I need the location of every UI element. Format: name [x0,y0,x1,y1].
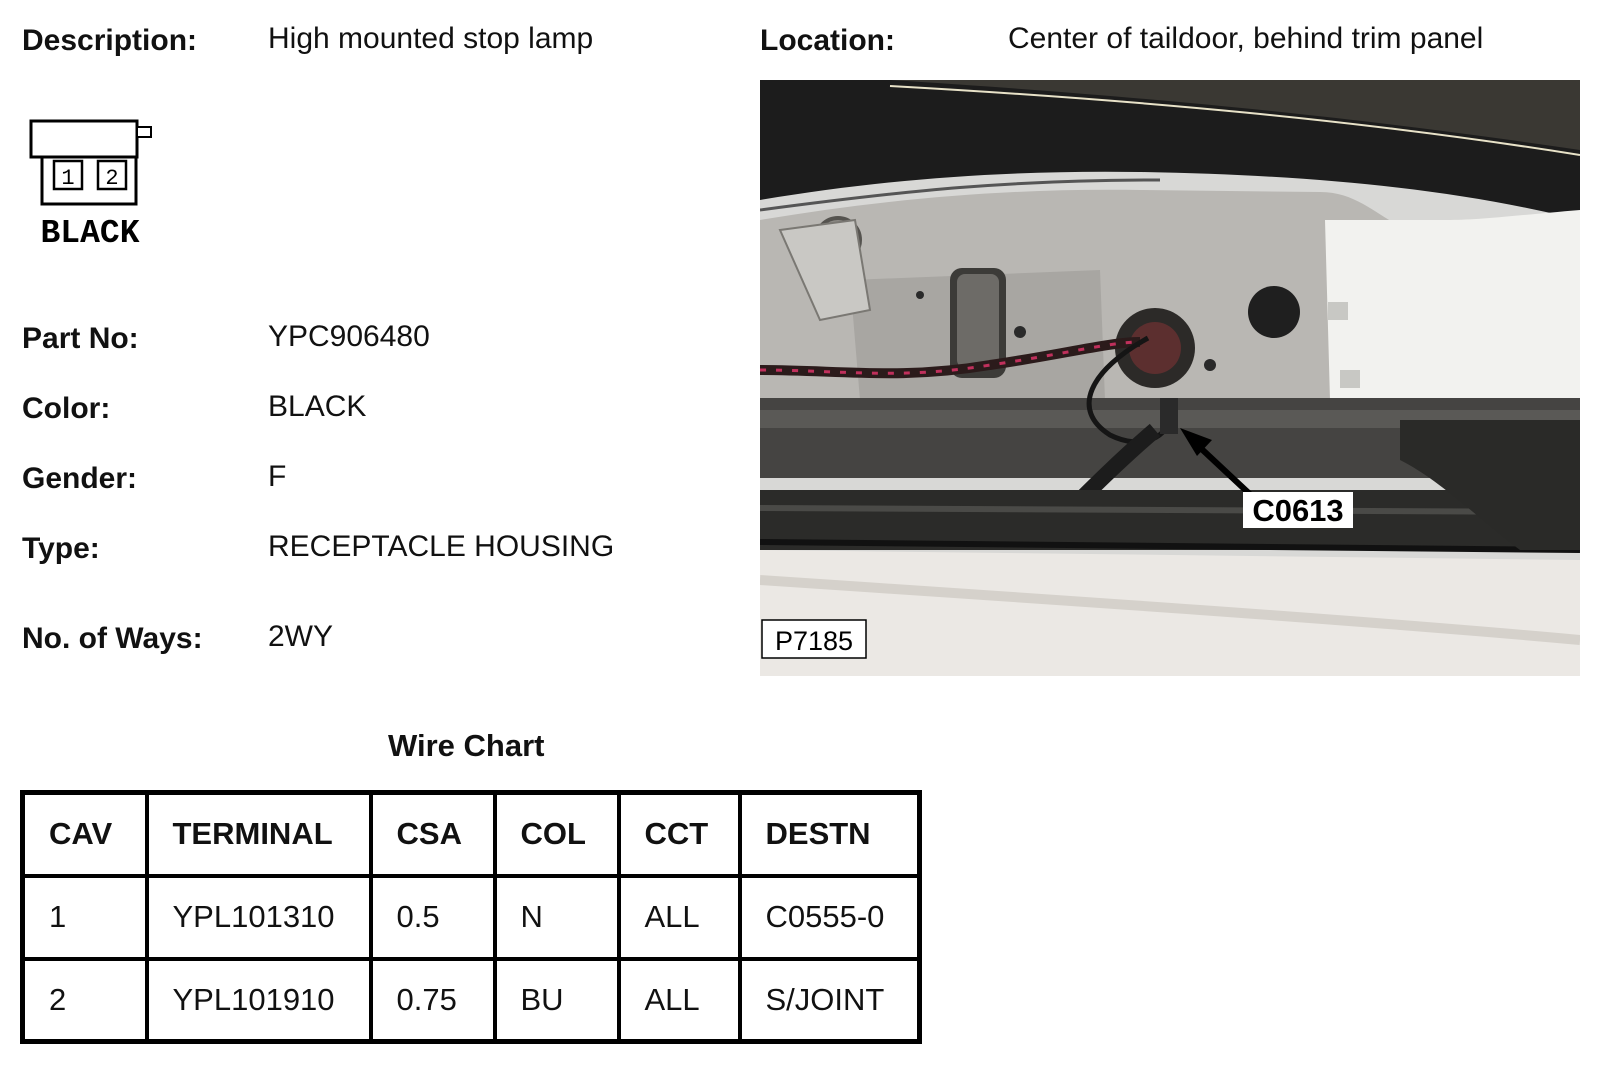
cell-col: N [495,876,619,959]
pin-1-label: 1 [61,166,75,191]
column-header-cct: CCT [619,793,740,876]
cell-terminal: YPL101310 [147,876,371,959]
type-label: Type: [22,532,100,565]
cell-terminal: YPL101910 [147,959,371,1042]
wire-chart-table [20,790,922,1044]
cell-cav: 2 [23,959,147,1042]
ways-value: 2WY [268,620,334,653]
location-photo [760,80,1580,676]
cell-destn: C0555-0 [740,876,920,959]
type-value: RECEPTACLE HOUSING [268,530,615,563]
connector-color-text: BLACK [40,215,140,252]
part-no-value: YPC906480 [268,320,430,353]
cell-destn: S/JOINT [740,959,920,1042]
table-header-row [23,793,920,876]
color-label: Color: [22,392,111,425]
location-value: Center of taildoor, behind trim panel [1008,22,1484,55]
connector-callout-label: C0613 [1252,493,1344,528]
color-value: BLACK [268,390,367,423]
ways-label: No. of Ways: [22,622,203,655]
part-no-label: Part No: [22,322,139,355]
cell-csa: 0.75 [371,959,495,1042]
connector-face-diagram [28,118,158,258]
column-header-col: COL [495,793,619,876]
table-row [23,876,920,959]
wire-chart-title: Wire Chart [388,728,545,763]
cell-csa: 0.5 [371,876,495,959]
column-header-destn: DESTN [740,793,920,876]
pin-2-label: 2 [105,166,119,191]
column-header-terminal: TERMINAL [147,793,371,876]
photo-id-label: P7185 [774,626,854,656]
column-header-cav: CAV [23,793,147,876]
table-row [23,959,920,1042]
cell-cct: ALL [619,876,740,959]
cell-cav: 1 [23,876,147,959]
cell-col: BU [495,959,619,1042]
description-value: High mounted stop lamp [268,22,594,55]
location-label: Location: [760,24,895,57]
gender-label: Gender: [22,462,138,495]
cell-cct: ALL [619,959,740,1042]
description-label: Description: [22,24,198,57]
column-header-csa: CSA [371,793,495,876]
gender-value: F [268,460,287,493]
